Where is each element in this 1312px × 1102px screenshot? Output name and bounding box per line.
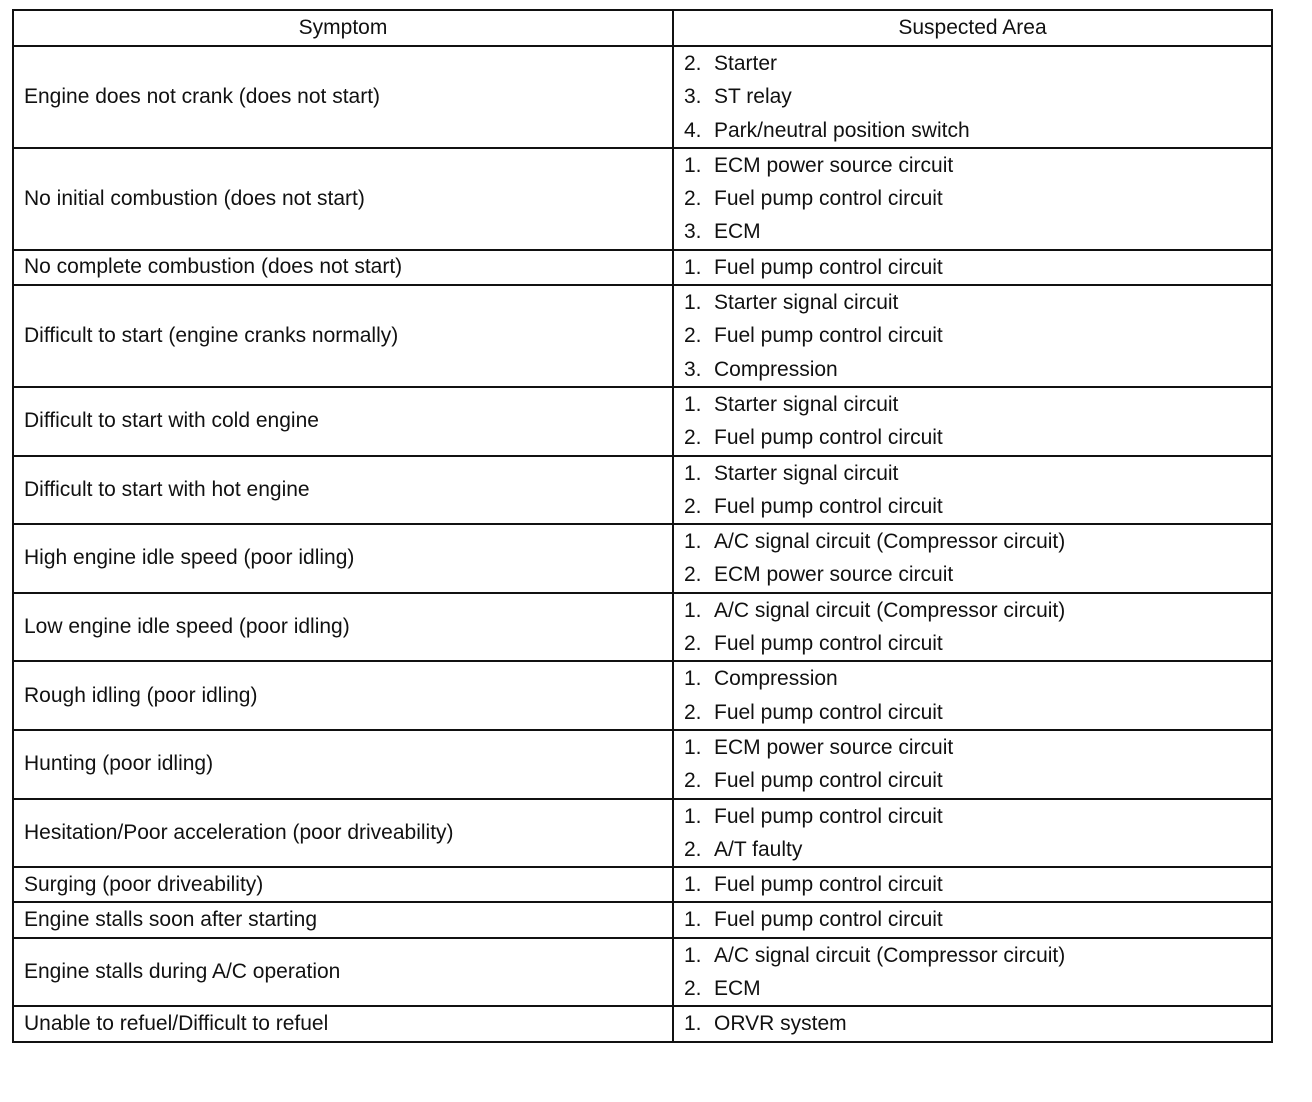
symptom-cell: Difficult to start with hot engine <box>13 456 673 525</box>
item-text: ECM power source circuit <box>714 153 954 177</box>
item-text: Fuel pump control circuit <box>714 632 943 656</box>
item-number: 2. <box>684 769 702 793</box>
item-text: Starter signal circuit <box>714 392 899 416</box>
item-number: 4. <box>684 118 702 142</box>
suspected-area-item <box>684 525 1271 558</box>
symptom-header: Symptom <box>13 10 673 46</box>
table-row <box>13 593 1272 662</box>
item-text: Fuel pump control circuit <box>714 187 943 211</box>
suspected-area-item <box>684 558 1271 591</box>
item-number: 1. <box>684 943 702 967</box>
suspected-area-item <box>684 80 1271 113</box>
item-text: A/T faulty <box>714 837 803 861</box>
table-row <box>13 250 1272 285</box>
item-text: Fuel pump control circuit <box>714 908 943 932</box>
symptom-cell: Hesitation/Poor acceleration (poor driveability) <box>13 799 673 868</box>
suspected-area-item <box>684 47 1271 80</box>
item-number: 3. <box>684 220 702 244</box>
symptom-cell: No initial combustion (does not start) <box>13 148 673 250</box>
suspected-area-item <box>684 251 1271 284</box>
suspected-area-item <box>684 764 1271 797</box>
symptom-cell: No complete combustion (does not start) <box>13 250 673 285</box>
item-number: 1. <box>684 598 702 622</box>
symptom-cell: Difficult to start (engine cranks normally) <box>13 285 673 387</box>
suspected-area-header: Suspected Area <box>673 10 1272 46</box>
suspected-area-cell <box>673 902 1272 937</box>
item-text: A/C signal circuit (Compressor circuit) <box>714 598 1066 622</box>
item-text: ECM power source circuit <box>714 563 954 587</box>
suspected-area-item <box>684 662 1271 695</box>
item-text: ECM <box>714 220 761 244</box>
suspected-area-item <box>684 457 1271 490</box>
suspected-area-cell <box>673 938 1272 1007</box>
item-number: 2. <box>684 563 702 587</box>
suspected-area-item <box>684 490 1271 523</box>
symptom-cell: High engine idle speed (poor idling) <box>13 524 673 593</box>
item-number: 1. <box>684 153 702 177</box>
item-text: Fuel pump control circuit <box>714 700 943 724</box>
table-row <box>13 285 1272 387</box>
item-number: 2. <box>684 187 702 211</box>
symptom-cell: Difficult to start with cold engine <box>13 387 673 456</box>
table-body <box>13 46 1272 1042</box>
item-number: 1. <box>684 291 702 315</box>
item-number: 1. <box>684 873 702 897</box>
suspected-area-item <box>684 868 1271 901</box>
suspected-area-item <box>684 627 1271 660</box>
table-row <box>13 148 1272 250</box>
item-number: 1. <box>684 804 702 828</box>
suspected-area-item <box>684 215 1271 248</box>
symptom-cell: Low engine idle speed (poor idling) <box>13 593 673 662</box>
item-text: Fuel pump control circuit <box>714 494 943 518</box>
table-row <box>13 799 1272 868</box>
item-number: 1. <box>684 530 702 554</box>
item-text: Starter <box>714 52 778 75</box>
item-number: 1. <box>684 255 702 279</box>
item-number: 2. <box>684 494 702 518</box>
suspected-area-item <box>684 972 1271 1005</box>
item-text: ECM <box>714 977 761 1001</box>
suspected-area-item <box>684 114 1271 147</box>
item-number: 1. <box>684 461 702 485</box>
table-row <box>13 938 1272 1007</box>
suspected-area-item <box>684 731 1271 764</box>
table-row <box>13 46 1272 148</box>
item-text: A/C signal circuit (Compressor circuit) <box>714 530 1066 554</box>
suspected-area-cell <box>673 661 1272 730</box>
item-text: ST relay <box>714 85 792 109</box>
suspected-area-cell <box>673 593 1272 662</box>
item-number: 2. <box>684 324 702 348</box>
table-row <box>13 524 1272 593</box>
symptom-cell: Engine stalls during A/C operation <box>13 938 673 1007</box>
suspected-area-cell <box>673 250 1272 285</box>
suspected-area-cell <box>673 730 1272 799</box>
item-text: Fuel pump control circuit <box>714 804 943 828</box>
item-number: 1. <box>684 392 702 416</box>
symptom-cell: Engine does not crank (does not start) <box>13 46 673 148</box>
suspected-area-cell <box>673 524 1272 593</box>
suspected-area-item <box>684 182 1271 215</box>
item-number: 3. <box>684 85 702 109</box>
item-number: 1. <box>684 667 702 691</box>
table-row <box>13 456 1272 525</box>
suspected-area-item <box>684 388 1271 421</box>
item-number: 2. <box>684 977 702 1001</box>
suspected-area-cell <box>673 285 1272 387</box>
table-row <box>13 730 1272 799</box>
suspected-area-item <box>684 939 1271 972</box>
suspected-area-cell <box>673 867 1272 902</box>
table-row <box>13 661 1272 730</box>
suspected-area-item <box>684 1007 1271 1040</box>
item-text: Park/neutral position switch <box>714 118 970 142</box>
symptom-cell: Surging (poor driveability) <box>13 867 673 902</box>
suspected-area-item <box>684 833 1271 866</box>
item-text: Fuel pump control circuit <box>714 255 943 279</box>
symptom-cell: Rough idling (poor idling) <box>13 661 673 730</box>
item-number: 2. <box>684 632 702 656</box>
header-row <box>13 10 1272 46</box>
suspected-area-item <box>684 421 1271 454</box>
item-number: 2. <box>684 700 702 724</box>
suspected-area-item <box>684 800 1271 833</box>
item-text: Starter signal circuit <box>714 291 899 315</box>
suspected-area-cell <box>673 799 1272 868</box>
item-text: Fuel pump control circuit <box>714 769 943 793</box>
suspected-area-cell <box>673 1006 1272 1041</box>
item-number: 1. <box>684 1012 702 1036</box>
item-number: 2. <box>684 837 702 861</box>
suspected-area-cell <box>673 46 1272 148</box>
item-text: Fuel pump control circuit <box>714 324 943 348</box>
item-number: 3. <box>684 357 702 381</box>
suspected-area-item <box>684 353 1271 386</box>
table-row <box>13 902 1272 937</box>
symptom-table <box>12 9 1273 1043</box>
item-text: Starter signal circuit <box>714 461 899 485</box>
suspected-area-cell <box>673 456 1272 525</box>
symptom-cell: Engine stalls soon after starting <box>13 902 673 937</box>
item-number: 1. <box>684 735 702 759</box>
suspected-area-item <box>684 594 1271 627</box>
item-number: 2. <box>684 52 702 75</box>
item-text: Compression <box>714 667 838 691</box>
suspected-area-item <box>684 696 1271 729</box>
item-text: ECM power source circuit <box>714 735 954 759</box>
suspected-area-item <box>684 903 1271 936</box>
symptom-cell: Hunting (poor idling) <box>13 730 673 799</box>
symptom-cell: Unable to refuel/Difficult to refuel <box>13 1006 673 1041</box>
suspected-area-item <box>684 149 1271 182</box>
table-row <box>13 867 1272 902</box>
item-text: ORVR system <box>714 1012 847 1036</box>
item-number: 2. <box>684 426 702 450</box>
item-text: A/C signal circuit (Compressor circuit) <box>714 943 1066 967</box>
item-text: Fuel pump control circuit <box>714 873 943 897</box>
table-row <box>13 1006 1272 1041</box>
item-number: 1. <box>684 908 702 932</box>
suspected-area-cell <box>673 148 1272 250</box>
item-text: Compression <box>714 357 838 381</box>
suspected-area-item <box>684 319 1271 352</box>
item-text: Fuel pump control circuit <box>714 426 943 450</box>
suspected-area-cell <box>673 387 1272 456</box>
table-row <box>13 387 1272 456</box>
suspected-area-item <box>684 286 1271 319</box>
